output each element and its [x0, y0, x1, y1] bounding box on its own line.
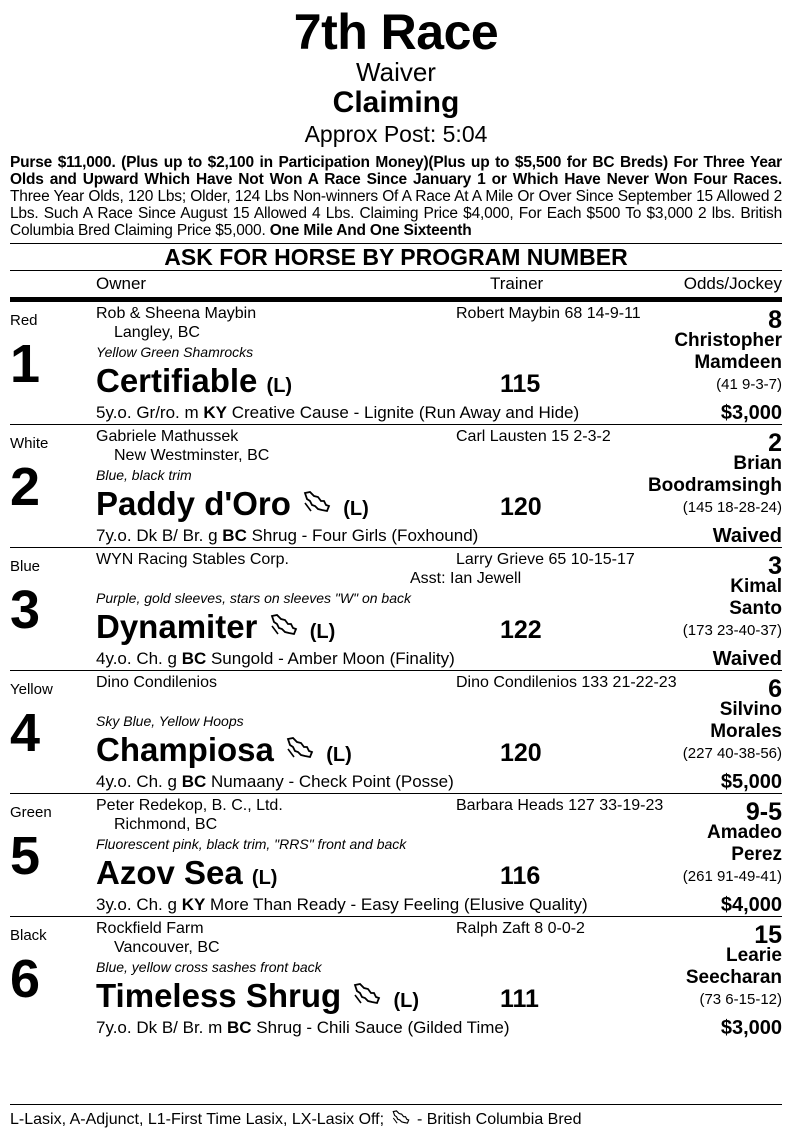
bc-bred-icon	[269, 612, 299, 640]
jockey-name	[622, 945, 782, 989]
pedigree: Shrug - Four Girls (Foxhound)	[246, 526, 479, 545]
jockey-name	[622, 453, 782, 497]
morning-line-odds: 15	[754, 921, 782, 949]
owner-location: Richmond, BC	[114, 816, 218, 833]
silks-description: Yellow Green Shamrocks	[96, 344, 254, 360]
horse-name: Azov Sea	[96, 854, 243, 891]
race-header	[0, 0, 792, 148]
jockey-record: (173 23-40-37)	[682, 622, 782, 639]
entry-row	[10, 671, 782, 794]
entry-row	[10, 794, 782, 917]
age-sex: 4y.o. Ch. g	[96, 649, 182, 668]
owner-name: WYN Racing Stables Corp.	[96, 551, 289, 568]
bc-bred-icon	[302, 489, 332, 517]
jockey-first-name: Kimal	[730, 576, 782, 597]
entry-row	[10, 425, 782, 548]
weight: 120	[500, 493, 542, 521]
jockey-record: (227 40-38-56)	[682, 745, 782, 762]
horse-name: Certifiable	[96, 362, 258, 399]
column-header	[10, 270, 782, 297]
bc-bred-icon	[391, 1109, 411, 1127]
medication: (L)	[343, 498, 369, 520]
horse-name-line	[96, 362, 292, 400]
trainer: Ralph Zaft 8 0-0-2	[456, 920, 585, 937]
trainer: Barbara Heads 127 33-19-23	[456, 797, 664, 814]
horse-name: Champiosa	[96, 731, 274, 768]
claiming-price: $4,000	[720, 894, 782, 916]
morning-line-odds: 2	[768, 429, 782, 457]
jockey-last-name: Santo	[729, 598, 782, 619]
breeding-line	[96, 649, 455, 669]
jockey-name	[622, 699, 782, 743]
saddle-color: White	[10, 435, 49, 452]
odds-jockey-column-label: Odds/Jockey	[683, 274, 782, 293]
medication: (L)	[251, 867, 278, 889]
medication: (L)	[309, 621, 336, 643]
breeding-line	[96, 403, 579, 423]
jockey-record: (41 9-3-7)	[716, 376, 782, 393]
weight: 122	[500, 616, 542, 644]
silks-description: Blue, yellow cross sashes front back	[96, 959, 322, 975]
program-number: 6	[10, 949, 41, 1009]
assistant-trainer: Asst: Ian Jewell	[410, 570, 522, 587]
bred-state: BC	[181, 772, 207, 791]
owner-name: Rockfield Farm	[96, 920, 204, 937]
jockey-first-name: Silvino	[719, 699, 782, 720]
horse-name-line	[96, 731, 352, 769]
bred-state: BC	[181, 649, 207, 668]
jockey-last-name: Morales	[710, 721, 782, 742]
bc-bred-icon	[352, 981, 382, 1009]
saddle-color: Blue	[10, 558, 41, 575]
jockey-name	[622, 576, 782, 620]
jockey-first-name: Amadeo	[707, 822, 782, 843]
program-number-banner: ASK FOR HORSE BY PROGRAM NUMBER	[10, 243, 782, 270]
weight: 115	[500, 370, 541, 398]
jockey-last-name: Boodramsingh	[647, 475, 782, 496]
silks-description: Blue, black trim	[96, 467, 192, 483]
trainer-column-label: Trainer	[490, 274, 544, 293]
bc-bred-icon	[285, 735, 315, 763]
claiming-price: Waived	[712, 525, 782, 547]
race-type: Claiming	[332, 86, 460, 119]
silks-description: Sky Blue, Yellow Hoops	[96, 713, 244, 729]
program-number: 5	[10, 826, 41, 886]
horse-name: Paddy d'Oro	[96, 485, 291, 522]
jockey-record: (261 91-49-41)	[682, 868, 782, 885]
horse-name-line	[96, 854, 277, 892]
jockey-first-name: Brian	[733, 453, 782, 474]
bred-state: KY	[181, 895, 206, 914]
horse-name: Timeless Shrug	[96, 977, 342, 1014]
jockey-name	[622, 330, 782, 374]
pedigree: Shrug - Chili Sauce (Gilded Time)	[251, 1018, 510, 1037]
pedigree: More Than Ready - Easy Feeling (Elusive Quality)	[205, 895, 588, 914]
jockey-record: (145 18-28-24)	[682, 499, 782, 516]
saddle-color: Yellow	[10, 681, 53, 698]
jockey-last-name: Perez	[731, 844, 782, 865]
morning-line-odds: 9-5	[745, 798, 782, 826]
legend-text: L-Lasix, A-Adjunct, L1-First Time Lasix, LX-Lasix Off;	[10, 1111, 389, 1128]
conditions-bold-1: Purse $11,000. (Plus up to $2,100 in Participation Money)(Plus up to $5,500 for BC Breds) For Three Year Olds and Upward Which Have Not Won A Race Since January 1 or Which Have Never Won Four Races.	[10, 154, 782, 188]
horse-name: Dynamiter	[96, 608, 258, 645]
morning-line-odds: 3	[768, 552, 782, 580]
claiming-price: $5,000	[720, 771, 782, 793]
bred-state: BC	[222, 526, 247, 545]
program-number: 4	[10, 703, 41, 763]
entry-row	[10, 548, 782, 671]
owner-location: Vancouver, BC	[114, 939, 220, 956]
age-sex: 7y.o. Dk B/ Br. m	[96, 1018, 227, 1037]
trainer: Carl Lausten 15 2-3-2	[456, 428, 611, 445]
breeding-line	[96, 772, 454, 792]
race-waiver: Waiver	[356, 57, 436, 87]
age-sex: 7y.o. Dk B/ Br. g	[96, 526, 223, 545]
owner-name: Peter Redekop, B. C., Ltd.	[96, 797, 283, 814]
jockey-first-name: Christopher	[674, 330, 782, 351]
breeding-line	[96, 1018, 510, 1038]
pedigree: Creative Cause - Lignite (Run Away and Hide)	[227, 403, 580, 422]
medication: (L)	[266, 375, 293, 397]
entries-list	[0, 302, 792, 1039]
entry-row	[10, 302, 782, 425]
weight: 120	[500, 739, 542, 767]
owner-name: Rob & Sheena Maybin	[96, 305, 257, 322]
saddle-color: Green	[10, 804, 52, 821]
entry-row	[10, 917, 782, 1039]
saddle-color: Black	[10, 927, 47, 944]
breeding-line	[96, 526, 478, 546]
owner-location: Langley, BC	[114, 324, 200, 341]
claiming-price: $3,000	[720, 402, 782, 424]
program-number: 3	[10, 580, 41, 640]
bred-state: BC	[227, 1018, 252, 1037]
pedigree: Numaany - Check Point (Posse)	[206, 772, 454, 791]
jockey-name	[622, 822, 782, 866]
medication: (L)	[326, 744, 352, 766]
pedigree: Sungold - Amber Moon (Finality)	[206, 649, 455, 668]
post-time: Approx Post: 5:04	[304, 121, 488, 147]
bred-state: KY	[203, 403, 227, 422]
trainer: Larry Grieve 65 10-15-17	[456, 551, 635, 568]
morning-line-odds: 6	[768, 675, 782, 703]
footer-legend	[10, 1104, 782, 1129]
race-title: 7th Race	[293, 4, 499, 60]
trainer: Dino Condilenios 133 21-22-23	[456, 674, 677, 691]
morning-line-odds: 8	[768, 306, 782, 334]
saddle-color: Red	[10, 312, 38, 329]
program-number: 2	[10, 457, 41, 517]
jockey-first-name: Learie	[726, 945, 782, 966]
owner-column-label: Owner	[96, 274, 147, 293]
race-conditions	[10, 154, 782, 239]
owner-name: Dino Condilenios	[96, 674, 217, 691]
weight: 116	[500, 862, 541, 890]
age-sex: 3y.o. Ch. g	[96, 895, 182, 914]
bc-legend-text: - British Columbia Bred	[412, 1111, 582, 1128]
claiming-price: $3,000	[720, 1017, 782, 1039]
jockey-last-name: Mamdeen	[694, 352, 782, 373]
owner-name: Gabriele Mathussek	[96, 428, 239, 445]
jockey-record: (73 6-15-12)	[699, 991, 782, 1008]
horse-name-line	[96, 977, 419, 1015]
age-sex: 5y.o. Gr/ro. m	[96, 403, 204, 422]
breeding-line	[96, 895, 588, 915]
horse-name-line	[96, 485, 369, 523]
trainer: Robert Maybin 68 14-9-11	[456, 305, 641, 322]
horse-name-line	[96, 608, 335, 646]
conditions-text: Three Year Olds, 120 Lbs; Older, 124 Lbs Non-winners Of A Race At A Mile Or Over Since September 15 Allowed 2 Lbs. Such A Race Since August 15 Allowed 4 Lbs. Claiming Price $4,000, For Each $500 To $3,000 2 lbs. British Columbia Bred Claiming Price $5,000.	[10, 188, 782, 239]
silks-description: Fluorescent pink, black trim, "RRS" front and back	[96, 836, 407, 852]
conditions-distance: One Mile And One Sixteenth	[269, 222, 472, 239]
owner-location: New Westminster, BC	[114, 447, 270, 464]
claiming-price: Waived	[712, 648, 782, 670]
weight: 111	[500, 985, 539, 1013]
program-number: 1	[10, 334, 41, 394]
medication: (L)	[393, 990, 420, 1012]
age-sex: 4y.o. Ch. g	[96, 772, 182, 791]
silks-description: Purple, gold sleeves, stars on sleeves "W" on back	[96, 590, 411, 606]
jockey-last-name: Seecharan	[685, 967, 782, 988]
